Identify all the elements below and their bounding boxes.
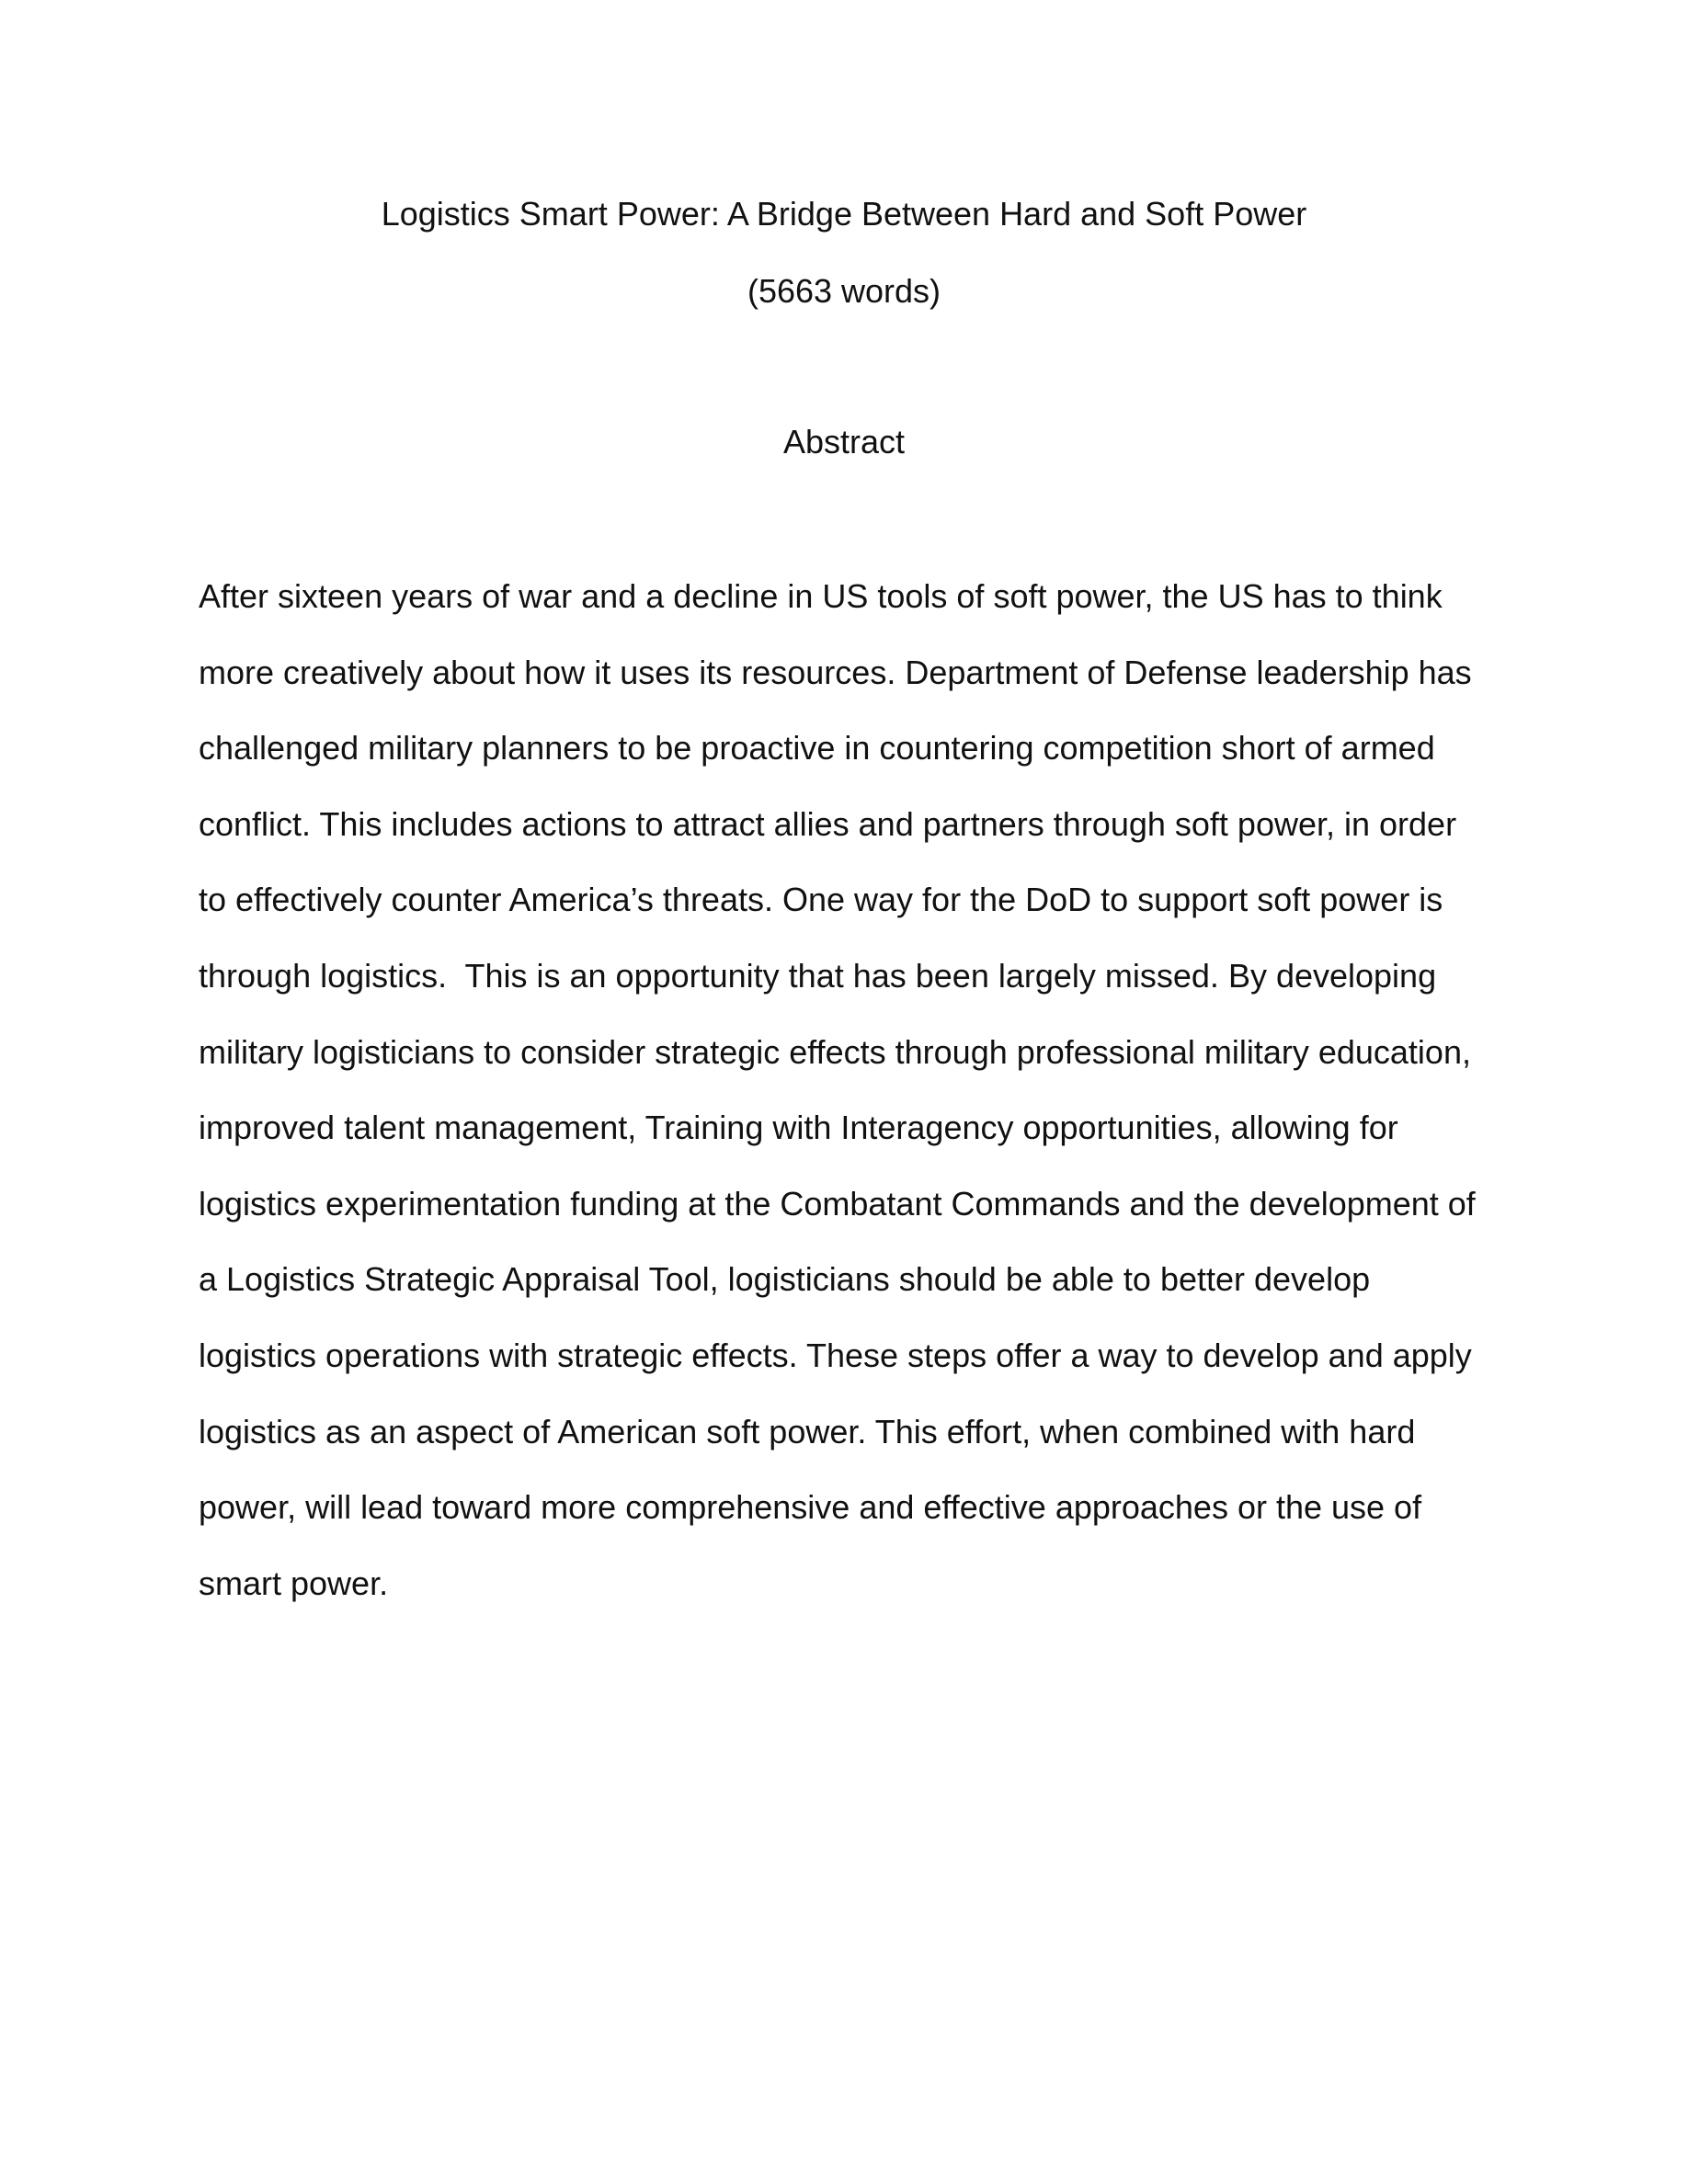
abstract-heading: Abstract: [782, 423, 906, 461]
abstract-line: logistics operations with strategic effects. These steps offer a way to develop and apply: [199, 1336, 1472, 1374]
abstract-line: through logistics. This is an opportunity that has been largely missed. By developing: [199, 956, 1437, 995]
abstract-line: military logisticians to consider strategic effects through professional military education,: [199, 1032, 1471, 1071]
abstract-line: improved talent management, Training with Interagency opportunities, allowing for: [199, 1109, 1398, 1147]
abstract-line: more creatively about how it uses its resources. Department of Defense leadership has: [199, 653, 1472, 691]
abstract-line: logistics experimentation funding at the Combatant Commands and the development of: [199, 1184, 1476, 1223]
abstract-line: After sixteen years of war and a decline in US tools of soft power, the US has to think: [199, 577, 1443, 615]
abstract-line: challenged military planners to be proactive in countering competition short of armed: [199, 729, 1435, 768]
abstract-line: power, will lead toward more comprehensive and effective approaches or the use of: [199, 1488, 1422, 1527]
abstract-line: to effectively counter America’s threats. One way for the DoD to support soft power is: [199, 881, 1443, 919]
abstract-line: conflict. This includes actions to attract allies and partners through soft power, in order: [199, 804, 1457, 843]
abstract-body: [199, 559, 1504, 1621]
word-count: (5663 words): [747, 272, 941, 310]
abstract-line: smart power.: [199, 1564, 389, 1602]
document-title: Logistics Smart Power: A Bridge Between Hard and Soft Power: [381, 195, 1307, 233]
abstract-line: a Logistics Strategic Appraisal Tool, logisticians should be able to better develop: [199, 1260, 1371, 1299]
abstract-line: logistics as an aspect of American soft power. This effort, when combined with hard: [199, 1412, 1416, 1450]
